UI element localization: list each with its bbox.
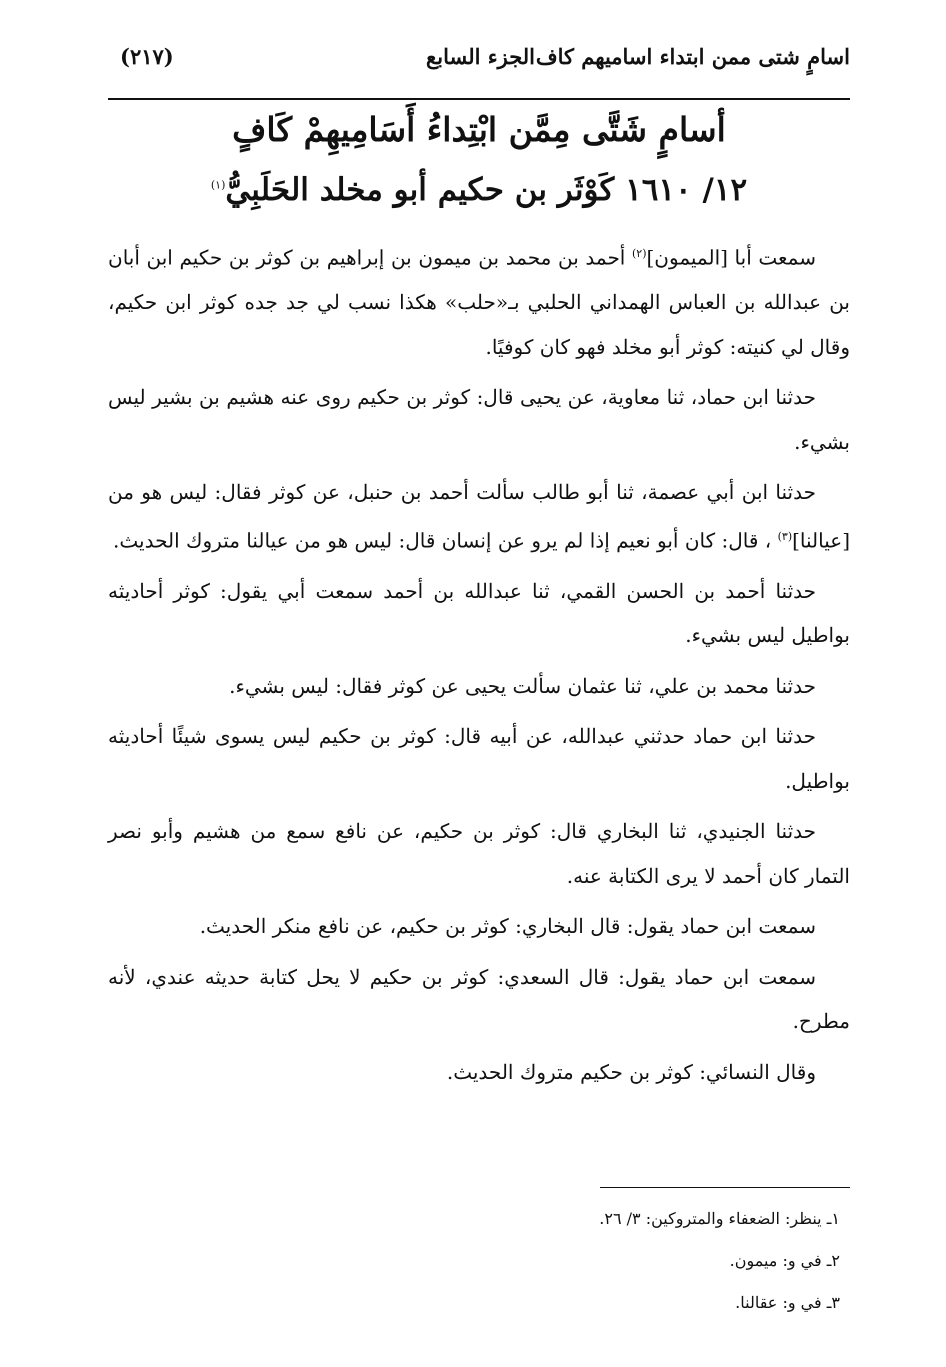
entry-title-text: ١٢/ ١٦١٠ كَوْثَر بن حكيم أبو مخلد الحَلَبِيُّ — [225, 172, 748, 208]
paragraph: حدثنا أحمد بن الحسن القمي، ثنا عبدالله بن أحمد سمعت أبي يقول: كوثر أحاديثه بواطيل ليس بشيء. — [108, 578, 850, 648]
body-text — [108, 232, 850, 1100]
paragraph: سمعت ابن حماد يقول: قال السعدي: كوثر بن حكيم لا يحل كتابة حديثه عندي، لأنه مطرح. — [108, 964, 850, 1034]
paragraph-text: حدثنا ابن أبي عصمة، ثنا أبو طالب سألت أحمد بن حنبل، عن كوثر فقال: ليس هو من [عيالنا] — [108, 480, 850, 553]
footnote-divider — [600, 1187, 850, 1188]
paragraph — [108, 470, 850, 563]
footnote-ref-2: (٢) — [631, 247, 647, 260]
paragraph-text-continued: أحمد بن محمد بن ميمون بن إبراهيم بن كوثر بن حكيم ابن أبان بن عبدالله بن العباس الهمداني الحلبي بـ«حلب» هكذا نسب لي جد جده كوثر ابن حكيم، وقال لي كنيته: كوثر أبو مخلد فهو كان كوفيًا. — [108, 245, 850, 359]
footnote-3: ٣ـ في و: عقالنا. — [735, 1293, 840, 1312]
footnotes — [108, 1198, 840, 1324]
footnote-ref-1: (١) — [210, 178, 226, 192]
footnote-2: ٢ـ في و: ميمون. — [729, 1251, 840, 1270]
paragraph-text: سمعت أبا [الميمون] — [646, 245, 816, 270]
page-number: (٢١٧) — [120, 44, 174, 69]
footnote-ref-3: (٣) — [777, 529, 793, 543]
running-header — [108, 38, 850, 100]
paragraph: حدثنا ابن حماد، ثنا معاوية، عن يحيى قال: كوثر بن حكيم روى عنه هشيم بن بشير ليس بشيء. — [108, 385, 850, 454]
paragraph: حدثنا ابن حماد حدثني عبدالله، عن أبيه قال: كوثر بن حكيم ليس يسوى شيئًا أحاديثه بواطيل. — [108, 724, 850, 793]
paragraph — [108, 232, 850, 369]
paragraph-text-continued: ، قال: كان أبو نعيم إذا لم يرو عن إنسان قال: ليس هو من عيالنا متروك الحديث. — [113, 528, 778, 553]
paragraph: حدثنا محمد بن علي، ثنا عثمان سألت يحيى عن كوثر فقال: ليس بشيء. — [229, 673, 816, 698]
chapter-title: أسامٍ شَتَّى مِمَّن ابْتِداءُ أَسَامِيهِمْ كَافٍ — [232, 110, 726, 149]
paragraph: سمعت ابن حماد يقول: قال البخاري: كوثر بن حكيم، عن نافع منكر الحديث. — [199, 914, 816, 939]
running-header-book-title: اسامٍ شتى ممن ابتداء اساميهم كاف — [535, 44, 850, 69]
paragraph: وقال النسائي: كوثر بن حكيم متروك الحديث. — [446, 1059, 816, 1084]
paragraph: حدثنا الجنيدي، ثنا البخاري قال: كوثر بن حكيم، عن نافع سمع من هشيم وأبو نصر التمار كان أحمد لا يرى الكتابة عنه. — [108, 819, 850, 888]
footnote-1: ١ـ ينظر: الضعفاء والمتروكين: ٣/ ٢٦. — [599, 1209, 840, 1228]
entry-title — [108, 172, 850, 208]
running-header-part: الجزء السابع — [426, 44, 535, 69]
